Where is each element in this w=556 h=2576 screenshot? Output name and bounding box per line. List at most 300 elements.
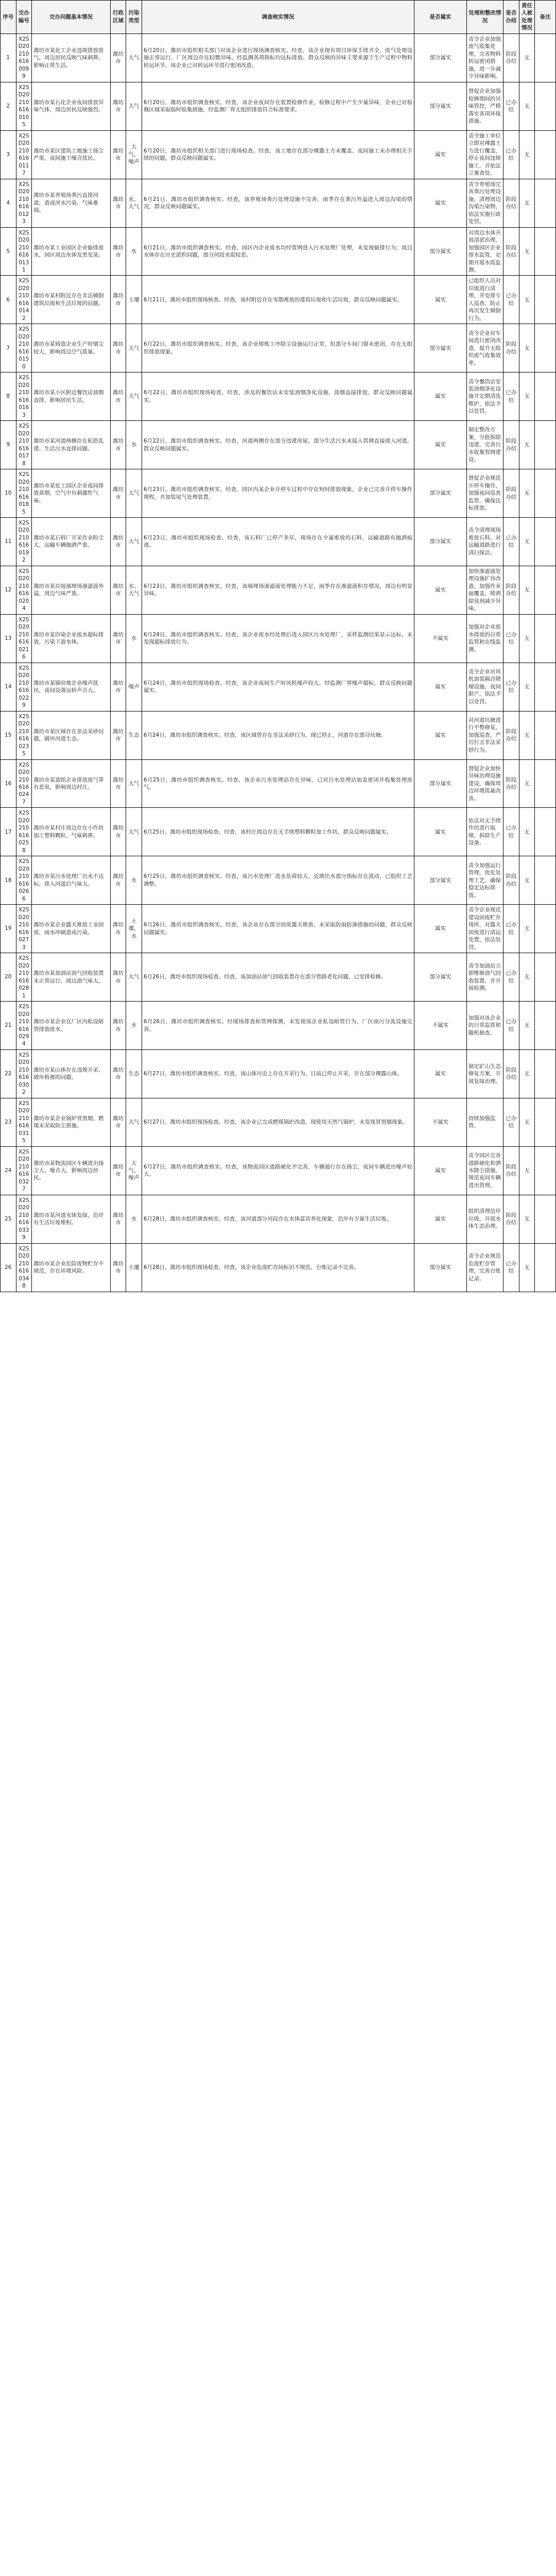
table-row xyxy=(1,372,556,421)
cell-type: 大气 xyxy=(126,759,142,808)
cell-issue: 潍坊市某垃圾填埋场渗滤液外溢，周边气味严重。 xyxy=(32,566,111,614)
table-row xyxy=(1,1098,556,1146)
cell-penalty: 无 xyxy=(519,1098,535,1146)
cell-code: X2SD202106160105 xyxy=(16,82,32,130)
cell-note xyxy=(535,372,556,421)
cell-note xyxy=(535,856,556,905)
cell-issue: 潍坊市某工业园区企业偷排废水，园区周边水体发黑发臭。 xyxy=(32,227,111,276)
cell-penalty: 无 xyxy=(519,82,535,130)
cell-code: X2SD202106160294 xyxy=(16,1002,32,1050)
cell-finding: 6月25日，潍坊市组织现场检查。经查，该村庄周边存在无手续塑料颗粒加工作坊，群众反映问题属实。 xyxy=(142,808,414,856)
cell-penalty: 无 xyxy=(519,856,535,905)
cell-region: 潍坊市 xyxy=(110,33,126,82)
cell-type: 大气 xyxy=(126,324,142,372)
cell-issue: 潍坊市某河道两侧存在私搭乱建、生活污水直排问题。 xyxy=(32,421,111,469)
cell-true: 属实 xyxy=(414,372,467,421)
cell-note xyxy=(535,1098,556,1146)
cell-note xyxy=(535,421,556,469)
cell-type: 大气 xyxy=(126,82,142,130)
cell-code: X2SD202106160266 xyxy=(16,856,32,905)
cell-note xyxy=(535,33,556,82)
cell-handling: 责令企业对风机加装隔音降噪设施，夜间限产，依法予以处罚。 xyxy=(466,663,503,711)
cell-note xyxy=(535,324,556,372)
cell-code: X2SD202106160348 xyxy=(16,1243,32,1292)
cell-seq: 19 xyxy=(1,905,16,953)
cell-type: 水 xyxy=(126,227,142,276)
cell-penalty: 无 xyxy=(519,1243,535,1292)
header-issue: 交办问题基本情况 xyxy=(32,1,111,34)
cell-finding: 6月24日，潍坊市组织调查核实。经查，该企业废水经处理后进入园区污水处理厂，采样监测结果显示达标，未发现超标排放行为。 xyxy=(142,614,414,663)
table-row xyxy=(1,33,556,82)
cell-code: X2SD202106160099 xyxy=(16,33,32,82)
header-true: 是否属实 xyxy=(414,1,467,34)
cell-true: 属实 xyxy=(414,276,467,324)
cell-handling: 加强对该企业的日常监管和随机抽查。 xyxy=(466,1002,503,1050)
cell-seq: 25 xyxy=(1,1195,16,1243)
cell-finding: 6月26日，潍坊市组织调查核实。经现场排查和管网探测，未发现该企业私设暗管行为，厂区雨污分流设施完善。 xyxy=(142,1002,414,1050)
header-type: 污染类型 xyxy=(126,1,142,34)
cell-true: 属实 xyxy=(414,808,467,856)
cell-done: 阶段办结 xyxy=(503,33,519,82)
cell-region: 潍坊市 xyxy=(110,324,126,372)
cell-true: 不属实 xyxy=(414,1002,467,1050)
cell-seq: 20 xyxy=(1,953,16,1002)
cell-handling: 责令企业对车间进行密闭改造，提升无组织废气收集效率。 xyxy=(466,324,503,372)
cell-code: X2SD202106160235 xyxy=(16,711,32,759)
cell-penalty: 无 xyxy=(519,759,535,808)
cell-note xyxy=(535,469,556,518)
cell-region: 潍坊市 xyxy=(110,905,126,953)
cell-issue: 潍坊市某镇驻地企业噪声扰民，夜间设备运转声音大。 xyxy=(32,663,111,711)
cell-note xyxy=(535,711,556,759)
cell-note xyxy=(535,663,556,711)
cell-note xyxy=(535,614,556,663)
cell-penalty: 无 xyxy=(519,33,535,82)
cell-type: 大气 xyxy=(126,469,142,518)
cell-penalty: 无 xyxy=(519,324,535,372)
cell-finding: 6月22日，潍坊市组织调查核实。经查，该企业熔炼工序除尘设施运行正常，但部分车间门窗未密闭，存在无组织排放现象。 xyxy=(142,324,414,372)
cell-type: 水 xyxy=(126,1195,142,1243)
cell-code: X2SD202106160315 xyxy=(16,1098,32,1146)
cell-region: 潍坊市 xyxy=(110,1002,126,1050)
cell-done: 阶段办结 xyxy=(503,1195,519,1243)
cell-code: X2SD202106160131 xyxy=(16,227,32,276)
cell-handling: 责令加油站立即维修油气回收装置，并开展检测。 xyxy=(466,953,503,1002)
cell-done: 阶段办结 xyxy=(503,1049,519,1098)
cell-type: 噪声 xyxy=(126,663,142,711)
cell-code: X2SD202106160185 xyxy=(16,469,32,518)
cell-penalty: 无 xyxy=(519,518,535,566)
cell-issue: 潍坊市某石料厂开采作业粉尘大，运输车辆抛洒严重。 xyxy=(32,518,111,566)
table-row xyxy=(1,324,556,372)
cell-true: 属实 xyxy=(414,566,467,614)
cell-code: X2SD202106160117 xyxy=(16,130,32,179)
cell-handling: 依法对无手续作坊进行取缔，拆除生产设备。 xyxy=(466,808,503,856)
table-row xyxy=(1,566,556,614)
cell-type: 水 xyxy=(126,421,142,469)
cell-seq: 9 xyxy=(1,421,16,469)
cell-finding: 6月24日，潍坊市组织现场检查。经查，该企业夜间生产时风机噪声较大，经监测厂界噪声超标，群众反映问题属实。 xyxy=(142,663,414,711)
cell-handling: 加快渗滤液处理设施扩容改造，加强作业面覆盖，喷洒除臭剂减少异味。 xyxy=(466,566,503,614)
cell-true: 属实 xyxy=(414,1195,467,1243)
header-finding: 调查核实情况 xyxy=(142,1,414,34)
cell-handling: 督促企业加快异味治理设施建设，确保周边环境质量改善。 xyxy=(466,759,503,808)
cell-region: 潍坊市 xyxy=(110,759,126,808)
cell-seq: 23 xyxy=(1,1098,16,1146)
cell-region: 潍坊市 xyxy=(110,179,126,227)
cell-finding: 6月23日，潍坊市组织调查核实。经查，园区内某企业开停车过程中存在短时排放现象，企业已完善开停车操作规程，并加装尾气处理装置。 xyxy=(142,469,414,518)
cell-handling: 督促企业规范开停车操作，加强夜间巡查监管，确保达标排放。 xyxy=(466,469,503,518)
cell-handling: 责令园区完善道路硬化和洒水降尘措施，规范夜间车辆进出管理。 xyxy=(466,1146,503,1195)
cell-done: 已办结 xyxy=(503,130,519,179)
header-code: 交办编号 xyxy=(16,1,32,34)
cell-true: 部分属实 xyxy=(414,82,467,130)
cell-region: 潍坊市 xyxy=(110,566,126,614)
table-row xyxy=(1,227,556,276)
cell-seq: 26 xyxy=(1,1243,16,1292)
cell-handling: 责令企业规范危废贮存管理，完善台账记录。 xyxy=(466,1243,503,1292)
header-note: 备注 xyxy=(535,1,556,34)
cell-region: 潍坊市 xyxy=(110,1243,126,1292)
cell-handling: 制定整改方案，分批拆除违建，完善污水收集管网建设。 xyxy=(466,421,503,469)
cell-type: 水、大气 xyxy=(126,179,142,227)
cell-type: 大气 xyxy=(126,518,142,566)
cell-seq: 8 xyxy=(1,372,16,421)
table-row xyxy=(1,711,556,759)
cell-done: 已办结 xyxy=(503,905,519,953)
cell-issue: 潍坊市某物流园区车辆进出扬尘大、噪音大，影响周边居民。 xyxy=(32,1146,111,1195)
cell-note xyxy=(535,179,556,227)
cell-type: 大气 xyxy=(126,953,142,1002)
cell-penalty: 无 xyxy=(519,469,535,518)
cell-type: 土壤、水 xyxy=(126,905,142,953)
cell-region: 潍坊市 xyxy=(110,1146,126,1195)
cell-region: 潍坊市 xyxy=(110,130,126,179)
cell-region: 潍坊市 xyxy=(110,1049,126,1098)
cell-done: 阶段办结 xyxy=(503,469,519,518)
cell-penalty: 无 xyxy=(519,905,535,953)
cell-handling: 责令餐饮店安装油烟净化设施并定期清洗维护，依法予以处罚。 xyxy=(466,372,503,421)
cell-finding: 6月25日，潍坊市组织调查核实。经查，该企业污水处理站存在异味，已对污水处理站加盖密闭并收集处理废气。 xyxy=(142,759,414,808)
cell-handling: 责令加强运行管理，优化处理工艺，确保稳定达标排放。 xyxy=(466,856,503,905)
cell-finding: 6月21日，潍坊市组织现场核查。经查，该村附近存在零散堆放的建筑垃圾和生活垃圾，群众反映问题属实。 xyxy=(142,276,414,324)
cell-true: 部分属实 xyxy=(414,33,467,82)
cell-note xyxy=(535,82,556,130)
cell-handling: 责令施工单位立即对裸露土方进行覆盖，停止夜间违规施工，并依法立案查处。 xyxy=(466,130,503,179)
cell-done: 阶段办结 xyxy=(503,759,519,808)
cell-region: 潍坊市 xyxy=(110,808,126,856)
cell-true: 不属实 xyxy=(414,1098,467,1146)
cell-handling: 督促企业加强检修期间的异味管控，严格落实各项环保措施。 xyxy=(466,82,503,130)
cell-done: 已办结 xyxy=(503,1243,519,1292)
cell-true: 属实 xyxy=(414,179,467,227)
cell-issue: 潍坊市某石化企业夜间排放异味气体，周边居民反映强烈。 xyxy=(32,82,111,130)
cell-issue: 潍坊市某村附近存在非法倾倒建筑垃圾和生活垃圾的问题。 xyxy=(32,276,111,324)
cell-done: 阶段办结 xyxy=(503,711,519,759)
cell-issue: 潍坊市某加油站油气回收装置未正常运行，周边油气味大。 xyxy=(32,953,111,1002)
cell-type: 大气、噪声 xyxy=(126,130,142,179)
cell-handling: 加强对企业废水排放的日常监管和在线监测。 xyxy=(466,614,503,663)
cell-penalty: 无 xyxy=(519,421,535,469)
cell-handling: 责令企业加强废气收集处理，完善物料转运密闭措施，进一步减少异味影响。 xyxy=(466,33,503,82)
cell-issue: 潍坊市某铸造企业生产时烟尘较大，影响周边空气质量。 xyxy=(32,324,111,372)
cell-issue: 潍坊市某印染企业废水超标排放，污染下游水体。 xyxy=(32,614,111,663)
cell-finding: 6月25日，潍坊市组织调查核实。经查，该污水处理厂进水负荷较大，近期出水部分指标存在波动，已组织工艺调整。 xyxy=(142,856,414,905)
cell-type: 水 xyxy=(126,856,142,905)
cell-code: X2SD202106160258 xyxy=(16,808,32,856)
table-row xyxy=(1,1243,556,1292)
cell-finding: 6月26日，潍坊市组织调查核实。经查，该企业存在部分固废露天堆放、未采取防雨防渗措施的问题，群众反映问题属实。 xyxy=(142,905,414,953)
cell-type: 水、大气 xyxy=(126,566,142,614)
cell-code: X2SD202106160192 xyxy=(16,518,32,566)
cell-seq: 16 xyxy=(1,759,16,808)
cell-issue: 潍坊市某区域存在非法采砂问题，破坏河道生态。 xyxy=(32,711,111,759)
cell-true: 属实 xyxy=(414,663,467,711)
cell-region: 潍坊市 xyxy=(110,614,126,663)
cell-region: 潍坊市 xyxy=(110,1195,126,1243)
cell-done: 阶段办结 xyxy=(503,856,519,905)
cell-done: 已办结 xyxy=(503,372,519,421)
cell-penalty: 无 xyxy=(519,1002,535,1050)
table-row xyxy=(1,469,556,518)
cell-code: X2SD202106160281 xyxy=(16,953,32,1002)
cell-seq: 6 xyxy=(1,276,16,324)
cell-issue: 潍坊市某村庄周边存在小作坊加工塑料颗粒，气味刺鼻。 xyxy=(32,808,111,856)
cell-penalty: 无 xyxy=(519,711,535,759)
cell-type: 大气 xyxy=(126,1098,142,1146)
cell-code: X2SD202106160142 xyxy=(16,276,32,324)
cell-note xyxy=(535,808,556,856)
cell-true: 属实 xyxy=(414,1049,467,1098)
cell-seq: 24 xyxy=(1,1146,16,1195)
cell-type: 大气、噪声 xyxy=(126,1146,142,1195)
header-seq: 序号 xyxy=(1,1,16,34)
cell-note xyxy=(535,276,556,324)
cell-seq: 1 xyxy=(1,33,16,82)
cell-note xyxy=(535,905,556,953)
cell-done: 阶段办结 xyxy=(503,324,519,372)
cell-done: 已办结 xyxy=(503,276,519,324)
cell-handling: 责令养殖场完善粪污处理设施，清理周边沟渠污染物，依法实施行政处罚。 xyxy=(466,179,503,227)
cell-code: X2SD202106160150 xyxy=(16,324,32,372)
cell-code: X2SD202106160216 xyxy=(16,614,32,663)
cell-issue: 潍坊市某区建筑工地施工扬尘严重，夜间施工噪音扰民。 xyxy=(32,130,111,179)
cell-seq: 2 xyxy=(1,82,16,130)
cell-penalty: 无 xyxy=(519,614,535,663)
cell-penalty: 无 xyxy=(519,663,535,711)
cell-finding: 6月28日，潍坊市组织现场检查。经查，该企业危废贮存间标识不规范，台账记录不完善。 xyxy=(142,1243,414,1292)
table-row xyxy=(1,1002,556,1050)
cell-true: 属实 xyxy=(414,130,467,179)
cell-true: 属实 xyxy=(414,421,467,469)
cell-note xyxy=(535,953,556,1002)
header-penalty: 责任人被处理情况 xyxy=(519,1,535,34)
cell-true: 属实 xyxy=(414,1146,467,1195)
cell-type: 大气 xyxy=(126,33,142,82)
cell-seq: 12 xyxy=(1,566,16,614)
cell-done: 阶段办结 xyxy=(503,179,519,227)
cell-finding: 6月20日，潍坊市组织调查核实。经查，该企业夜间存在装置检修作业，检修过程中产生少量异味，企业已对检修区域采取临时收集措施，经监测厂界无组织排放符合标准要求。 xyxy=(142,82,414,130)
table-row xyxy=(1,663,556,711)
cell-done: 已办结 xyxy=(503,614,519,663)
cell-region: 潍坊市 xyxy=(110,276,126,324)
cell-true: 部分属实 xyxy=(414,227,467,276)
cell-penalty: 无 xyxy=(519,276,535,324)
cell-finding: 6月20日，潍坊市组织相关部门对该企业进行现场调查核实。经查，该企业现有项目环保手续齐全，废气处理设施正常运行，厂区周边存在轻微异味，经监测各项指标均达标排放。群众反映的异味主要来源于生产过程中物料转运环节，该企业已对转运环节进行密闭改造。 xyxy=(142,33,414,82)
cell-handling: 对河道坑塘进行平整修复，加强巡查，严厉打击非法采砂行为。 xyxy=(466,711,503,759)
cell-handling: 持续加强监管。 xyxy=(466,1098,503,1146)
cell-region: 潍坊市 xyxy=(110,1098,126,1146)
cell-note xyxy=(535,518,556,566)
cell-true: 部分属实 xyxy=(414,856,467,905)
cell-type: 大气 xyxy=(126,372,142,421)
cell-done: 已办结 xyxy=(503,1002,519,1050)
cell-note xyxy=(535,1243,556,1292)
cell-finding: 6月27日，潍坊市组织现场检查。经查，该企业已完成燃煤锅炉改造，现使用天然气锅炉，未发现冒黑烟现象。 xyxy=(142,1098,414,1146)
cell-region: 潍坊市 xyxy=(110,421,126,469)
cell-region: 潍坊市 xyxy=(110,856,126,905)
cell-issue: 潍坊市某化工企业违规排放废气，周边居民反映气味刺鼻，影响正常生活。 xyxy=(32,33,111,82)
cell-seq: 13 xyxy=(1,614,16,663)
cell-issue: 潍坊市某小区附近餐饮店油烟直排，影响居民生活。 xyxy=(32,372,111,421)
cell-issue: 潍坊市某养殖场粪污直排河道，造成河水污染，气味难闻。 xyxy=(32,179,111,227)
cell-penalty: 无 xyxy=(519,953,535,1002)
header-done: 是否办结 xyxy=(503,1,519,34)
cell-done: 已办结 xyxy=(503,518,519,566)
table-body xyxy=(1,33,556,1292)
cell-handling: 制定矿山生态修复方案，开展复绿治理。 xyxy=(466,1049,503,1098)
cell-seq: 15 xyxy=(1,711,16,759)
cell-done: 已办结 xyxy=(503,808,519,856)
cell-issue: 潍坊市某山体存在违规开采、破坏植被的问题。 xyxy=(32,1049,111,1098)
cell-type: 水 xyxy=(126,1002,142,1050)
cell-note xyxy=(535,227,556,276)
cell-code: X2SD202106160204 xyxy=(16,566,32,614)
cell-code: X2SD202106160302 xyxy=(16,1049,32,1098)
table-row xyxy=(1,1146,556,1195)
table-row xyxy=(1,276,556,324)
table-row xyxy=(1,614,556,663)
cell-issue: 潍坊市某企业在厂区内私设暗管排放废水。 xyxy=(32,1002,111,1050)
cell-issue: 潍坊市某污水处理厂出水不达标，排入河道后气味大。 xyxy=(32,856,111,905)
cell-true: 属实 xyxy=(414,711,467,759)
cell-penalty: 无 xyxy=(519,1049,535,1098)
cell-finding: 6月20日，潍坊市组织相关部门进行现场检查。经查，该工地存在部分裸露土方未覆盖、夜间施工未办理相关手续的问题，群众反映问题属实。 xyxy=(142,130,414,179)
cell-code: X2SD202106160247 xyxy=(16,759,32,808)
cell-handling: 已组织人员对垃圾进行清理，并安排专人巡查，防止再次发生倾倒行为。 xyxy=(466,276,503,324)
cell-true: 部分属实 xyxy=(414,1243,467,1292)
table-row xyxy=(1,179,556,227)
cell-done: 阶段办结 xyxy=(503,227,519,276)
cell-issue: 潍坊市某企业危险废物贮存不规范，存在环境风险。 xyxy=(32,1243,111,1292)
cell-done: 已办结 xyxy=(503,82,519,130)
cell-true: 部分属实 xyxy=(414,324,467,372)
cell-done: 阶段办结 xyxy=(503,566,519,614)
table-header-row xyxy=(1,1,556,34)
cell-code: X2SD202106160339 xyxy=(16,1195,32,1243)
cell-true: 部分属实 xyxy=(414,759,467,808)
table-row xyxy=(1,518,556,566)
cell-note xyxy=(535,130,556,179)
cell-type: 土壤 xyxy=(126,1243,142,1292)
cell-seq: 21 xyxy=(1,1002,16,1050)
cell-finding: 6月28日，潍坊市组织调查核实。经查，该河道部分河段存在水体富营养化现象，沿岸有少量生活垃圾。 xyxy=(142,1195,414,1243)
table-row xyxy=(1,808,556,856)
cell-done: 阶段办结 xyxy=(503,421,519,469)
cell-seq: 18 xyxy=(1,856,16,905)
cell-code: X2SD202106160163 xyxy=(16,372,32,421)
cell-code: X2SD202106160327 xyxy=(16,1146,32,1195)
cell-note xyxy=(535,566,556,614)
cell-note xyxy=(535,1195,556,1243)
cell-penalty: 无 xyxy=(519,372,535,421)
cell-code: X2SD202106160273 xyxy=(16,905,32,953)
cell-region: 潍坊市 xyxy=(110,953,126,1002)
cell-penalty: 无 xyxy=(519,1146,535,1195)
table-row xyxy=(1,953,556,1002)
cell-code: X2SD202106160229 xyxy=(16,663,32,711)
cell-type: 大气 xyxy=(126,808,142,856)
cell-code: X2SD202106160123 xyxy=(16,179,32,227)
cell-finding: 6月22日，潍坊市组织调查核实。经查，河道两侧存在部分违建房屋，部分生活污水未接入管网直接排入河道，群众反映问题属实。 xyxy=(142,421,414,469)
cell-finding: 6月23日，潍坊市组织现场检查。经查，该石料厂已停产多年，现场存在少量堆放的石料，运输道路有抛洒痕迹。 xyxy=(142,518,414,566)
cell-penalty: 无 xyxy=(519,227,535,276)
header-region: 行政区域 xyxy=(110,1,126,34)
cell-region: 潍坊市 xyxy=(110,372,126,421)
cell-penalty: 无 xyxy=(519,808,535,856)
cell-note xyxy=(535,1002,556,1050)
cell-finding: 6月21日，潍坊市组织调查核实。经查，园区内企业废水均经管网进入污水处理厂处理，未发现偷排行为；周边水体存在历史淤积问题，部分河段水质较差。 xyxy=(142,227,414,276)
cell-done: 已办结 xyxy=(503,1098,519,1146)
cell-type: 土壤 xyxy=(126,276,142,324)
cell-handling: 责令清理现场堆放石料，对运输道路进行清扫保洁。 xyxy=(466,518,503,566)
cell-seq: 4 xyxy=(1,179,16,227)
cell-seq: 5 xyxy=(1,227,16,276)
cell-finding: 6月27日，潍坊市组织调查核实。经查，该物流园区道路硬化不完善，车辆通行存在扬尘，夜间车辆进出噪声较大。 xyxy=(142,1146,414,1195)
cell-type: 生态 xyxy=(126,711,142,759)
cell-region: 潍坊市 xyxy=(110,227,126,276)
cell-done: 已办结 xyxy=(503,953,519,1002)
cell-finding: 6月21日，潍坊市组织调查核实。经查，该养殖场粪污处理设施不完善，雨季存在粪污外溢进入周边沟渠的情况，群众反映问题属实。 xyxy=(142,179,414,227)
cell-true: 部分属实 xyxy=(414,953,467,1002)
table-row xyxy=(1,130,556,179)
cell-true: 部分属实 xyxy=(414,518,467,566)
cell-seq: 10 xyxy=(1,469,16,518)
cell-finding: 6月27日，潍坊市组织调查核实。经查，该山体历史上存在开采行为，目前已停止开采，存在部分裸露山体。 xyxy=(142,1049,414,1098)
cell-true: 部分属实 xyxy=(414,469,467,518)
cell-issue: 潍坊市某企业锅炉冒黑烟，燃煤未采取防尘措施。 xyxy=(32,1098,111,1146)
table-row xyxy=(1,1195,556,1243)
cell-region: 潍坊市 xyxy=(110,711,126,759)
cell-issue: 潍坊市某企业露天堆放工业固废，雨水冲刷造成污染。 xyxy=(32,905,111,953)
cell-penalty: 无 xyxy=(519,1195,535,1243)
cell-region: 潍坊市 xyxy=(110,663,126,711)
cell-region: 潍坊市 xyxy=(110,518,126,566)
cell-region: 潍坊市 xyxy=(110,82,126,130)
cell-note xyxy=(535,759,556,808)
cell-region: 潍坊市 xyxy=(110,469,126,518)
cell-true: 属实 xyxy=(414,905,467,953)
cell-true: 不属实 xyxy=(414,614,467,663)
cell-penalty: 无 xyxy=(519,179,535,227)
cell-penalty: 无 xyxy=(519,566,535,614)
cell-seq: 22 xyxy=(1,1049,16,1098)
cell-finding: 6月26日，潍坊市组织现场检查。经查，该加油站油气回收装置存在部分管路老化问题，已安排检修。 xyxy=(142,953,414,1002)
table-row xyxy=(1,82,556,130)
table-row xyxy=(1,421,556,469)
table-row xyxy=(1,759,556,808)
cell-type: 水 xyxy=(126,614,142,663)
